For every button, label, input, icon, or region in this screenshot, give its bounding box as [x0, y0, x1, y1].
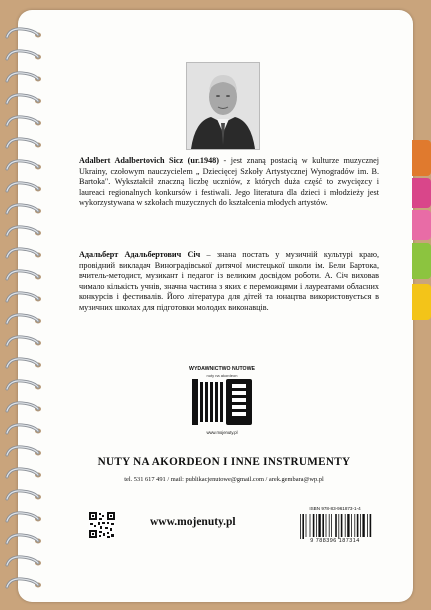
spiral-coil: [4, 46, 44, 64]
spiral-coil: [4, 508, 44, 526]
spiral-coil: [4, 178, 44, 196]
spiral-coil: [4, 112, 44, 130]
spiral-coil: [4, 552, 44, 570]
barcode-bar: [335, 514, 337, 537]
spiral-coil: [4, 156, 44, 174]
barcode-bar: [313, 514, 315, 537]
barcode-bar: [357, 514, 359, 537]
barcode-bar: [367, 514, 368, 537]
spiral-coil: [4, 420, 44, 438]
spiral-coil: [4, 464, 44, 482]
barcode-bar: [345, 514, 346, 537]
spiral-coil: [4, 288, 44, 306]
barcode-bar: [351, 514, 352, 537]
publisher-logo-title: WYDAWNICTWO NUTOWE: [189, 366, 255, 372]
index-tab-green: [412, 243, 431, 279]
isbn-label: ISBN 978-83-961873-1-4: [309, 506, 361, 511]
spiral-coil: [4, 222, 44, 240]
index-tab-yellow: [412, 284, 431, 320]
barcode-bar: [310, 514, 311, 537]
qr-code-icon: [89, 512, 115, 538]
publisher-logo: [182, 366, 262, 442]
spiral-coil: [4, 354, 44, 372]
barcode-bar: [318, 514, 320, 537]
barcode-number: 9 788396 187314: [310, 538, 360, 544]
barcode-bar: [360, 514, 361, 537]
spiral-coil: [4, 200, 44, 218]
barcode-bar: [331, 514, 332, 537]
bio-ukrainian-text: – знана постать у музичній культурі краю, провідний викладач Виноградівської дитячої мистецької школи ім. Бели Бартока, вчитель-методист, музикант і педагог із великим досвідом роботи. А. Січ виховав чимало кількість учнів, значна частина з яких є переможцями і лауреатами обласних конкурсів і фестивалів. Його література для дітей та юнацтва використовується в музичних школах для підготовки молодих виконавців.: [79, 250, 379, 312]
author-name-ukrainian: Адальберт Адальбертович Січ: [79, 250, 201, 259]
spiral-coil: [4, 574, 44, 592]
barcode-bar: [306, 514, 307, 537]
spiral-coil: [4, 530, 44, 548]
barcode-bar: [338, 514, 339, 539]
spiral-coil: [4, 310, 44, 328]
barcode-bar: [354, 514, 355, 537]
spiral-coil: [4, 486, 44, 504]
bio-polish-text: - jest znaną postacią w kulturze muzycznej Ukrainy, czołowym nauczycielem „ Dziecięcej Szkoły Artystycznej Wynogradów im. B. Bartoka". Wykształcił znaczną liczbę uczniów, z których duża część to zwycięzcy i laureaci regionalnych konkursów i festiwali. Jego literatura dla dzieci i młodzieży jest wykorzystywana w szkołach muzycznych do kształcenia młodych artystów.: [79, 156, 379, 208]
spiral-coil: [4, 442, 44, 460]
publisher-logo-url: www.mojenuty.pl: [206, 430, 238, 435]
spiral-coil: [4, 244, 44, 262]
website-link[interactable]: www.mojenuty.pl: [150, 516, 236, 528]
barcode-bar: [322, 514, 324, 537]
barcode-bar: [329, 514, 330, 537]
bio-ukrainian: [79, 250, 379, 314]
author-name-polish: Adalbert Adalbertovich Sicz (ur.1948): [79, 156, 219, 165]
spiral-coil: [4, 134, 44, 152]
barcode-bar: [362, 514, 364, 537]
footer-heading: NUTY NA AKORDEON I INNE INSTRUMENTY: [97, 456, 351, 468]
barcode-bar: [300, 514, 301, 539]
barcode-bar: [341, 514, 343, 537]
spiral-coil: [4, 398, 44, 416]
spiral-coil: [4, 332, 44, 350]
barcode-bar: [302, 514, 304, 539]
author-photo: [186, 62, 260, 150]
spiral-coil: [4, 90, 44, 108]
barcode-bar: [370, 514, 372, 537]
spiral-coil: [4, 68, 44, 86]
publisher-logo-subtitle: nuty na akordeon: [206, 373, 238, 378]
barcode-bar: [326, 514, 327, 537]
spiral-coil: [4, 266, 44, 284]
spiral-coil: [4, 376, 44, 394]
spiral-coil: [4, 24, 44, 42]
bio-polish: [79, 156, 379, 209]
index-tab-orange: [412, 140, 431, 176]
index-tab-light-pink: [412, 210, 431, 240]
barcode-bar: [347, 514, 349, 537]
barcode-bar: [316, 514, 317, 537]
contact-line: tel. 531 617 491 / mail: publikacjenutowe@gmail.com / arek.gembara@wp.pl: [124, 476, 324, 483]
index-tab-pink: [412, 178, 431, 208]
